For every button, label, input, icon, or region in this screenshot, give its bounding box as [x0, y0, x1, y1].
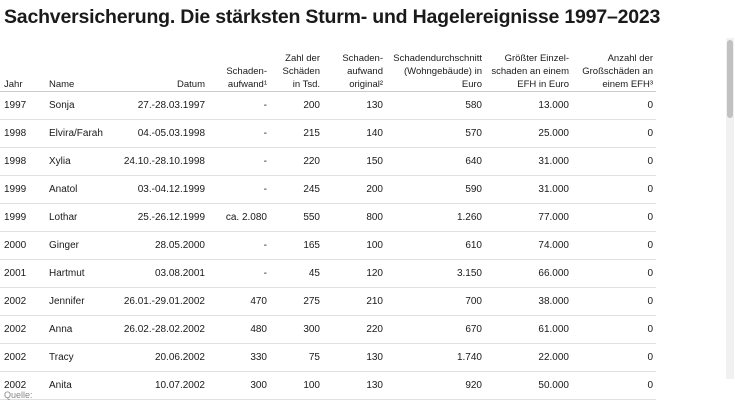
table-cell: [45, 288, 116, 316]
cell-value: 20.06.2002: [154, 351, 205, 363]
column-header[interactable]: [116, 38, 208, 92]
table-cell: [270, 92, 323, 120]
cell-value: 0: [647, 295, 653, 307]
cell-value: 800: [366, 211, 383, 223]
table-cell: [0, 288, 45, 316]
cell-value: 210: [366, 295, 383, 307]
cell-value: 200: [366, 183, 383, 195]
cell-value: Elvira/Farah: [49, 127, 103, 139]
cell-value: 165: [303, 239, 320, 251]
cell-value: 04.-05.03.1998: [137, 127, 205, 139]
cell-value: 100: [366, 239, 383, 251]
table-cell: [485, 260, 572, 288]
cell-value: 03.-04.12.1999: [137, 183, 205, 195]
table-cell: [485, 288, 572, 316]
cell-value: 580: [465, 99, 482, 111]
table-cell: [323, 316, 386, 344]
cell-value: 38.000: [538, 295, 569, 307]
table-cell: [485, 92, 572, 120]
cell-value: 0: [647, 183, 653, 195]
table-cell: [270, 148, 323, 176]
cell-value: 22.000: [538, 351, 569, 363]
table-cell: [0, 120, 45, 148]
table-cell: [208, 148, 270, 176]
table-cell: [0, 176, 45, 204]
table-cell: [208, 204, 270, 232]
table-cell: [386, 232, 485, 260]
cell-value: 25.000: [538, 127, 569, 139]
table-cell: [485, 176, 572, 204]
cell-value: 66.000: [538, 267, 569, 279]
table-cell: [386, 92, 485, 120]
table-cell: [572, 288, 656, 316]
column-header-label: Schadendurchschnitt (Wohngebäude) in Euro: [393, 53, 482, 90]
table-cell: [323, 148, 386, 176]
cell-value: Lothar: [49, 211, 78, 223]
data-table: [0, 38, 656, 400]
cell-value: 330: [250, 351, 267, 363]
table-cell: [208, 316, 270, 344]
table-row: [0, 148, 656, 176]
table-cell: [323, 232, 386, 260]
cell-value: 1997: [4, 99, 27, 111]
table-cell: [485, 148, 572, 176]
table-cell: [572, 344, 656, 372]
table-cell: [572, 372, 656, 400]
table-viewport[interactable]: [0, 38, 725, 391]
table-cell: [45, 176, 116, 204]
cell-value: 220: [366, 323, 383, 335]
table-body: [0, 92, 656, 400]
table-cell: [208, 92, 270, 120]
table-cell: [270, 372, 323, 400]
cell-value: 0: [647, 239, 653, 251]
cell-value: 2002: [4, 379, 27, 391]
scrollbar-thumb[interactable]: [727, 40, 733, 118]
table-row: [0, 260, 656, 288]
cell-value: 220: [303, 155, 320, 167]
column-header-label: Größter Einzel-schaden an einem EFH in Euro: [491, 53, 569, 90]
table-cell: [0, 344, 45, 372]
cell-value: -: [263, 239, 267, 251]
vertical-scrollbar[interactable]: [726, 38, 734, 379]
table-cell: [386, 372, 485, 400]
cell-value: ca. 2.080: [225, 211, 267, 223]
table-cell: [0, 92, 45, 120]
cell-value: 130: [366, 351, 383, 363]
cell-value: 1.260: [456, 211, 482, 223]
table-cell: [485, 204, 572, 232]
cell-value: 130: [366, 99, 383, 111]
table-cell: [323, 260, 386, 288]
table-cell: [116, 204, 208, 232]
table-cell: [572, 204, 656, 232]
cell-value: 470: [250, 295, 267, 307]
table-cell: [116, 316, 208, 344]
table-cell: [116, 148, 208, 176]
cell-value: Anna: [49, 323, 73, 335]
table-cell: [208, 288, 270, 316]
cell-value: 100: [303, 379, 320, 391]
cell-value: 2002: [4, 323, 27, 335]
cell-value: -: [263, 99, 267, 111]
table-cell: [386, 344, 485, 372]
cell-value: -: [263, 267, 267, 279]
cell-value: Hartmut: [49, 267, 85, 279]
table-cell: [45, 372, 116, 400]
table-cell: [270, 176, 323, 204]
column-header[interactable]: [386, 38, 485, 92]
cell-value: 0: [647, 379, 653, 391]
cell-value: 670: [465, 323, 482, 335]
cell-value: 245: [303, 183, 320, 195]
cell-value: 480: [250, 323, 267, 335]
table-cell: [572, 92, 656, 120]
table-cell: [386, 288, 485, 316]
column-header-label: Anzahl der Großschäden an einem EFH³: [582, 53, 653, 90]
column-header-label: Jahr: [4, 79, 23, 90]
cell-value: 1999: [4, 183, 27, 195]
table-cell: [45, 260, 116, 288]
cell-value: Anatol: [49, 183, 78, 195]
column-header[interactable]: [45, 38, 116, 92]
table-cell: [323, 372, 386, 400]
column-header[interactable]: [208, 38, 270, 92]
table-cell: [0, 204, 45, 232]
table-cell: [572, 316, 656, 344]
column-header-label: Schaden-aufwand original²: [342, 53, 383, 90]
cell-value: 1998: [4, 127, 27, 139]
cell-value: 10.07.2002: [154, 379, 205, 391]
table-cell: [45, 316, 116, 344]
table-cell: [485, 232, 572, 260]
cell-value: 130: [366, 379, 383, 391]
table-cell: [572, 148, 656, 176]
table-cell: [208, 120, 270, 148]
table-cell: [572, 120, 656, 148]
table-cell: [116, 92, 208, 120]
table-cell: [0, 260, 45, 288]
page-title: Sachversicherung. Die stärksten Sturm- und Hagelereignisse 1997–2023: [4, 6, 661, 28]
table-cell: [116, 288, 208, 316]
table-cell: [270, 316, 323, 344]
table-cell: [116, 372, 208, 400]
cell-value: 1.740: [456, 351, 482, 363]
table-cell: [386, 316, 485, 344]
cell-value: 25.-26.12.1999: [137, 211, 205, 223]
table-row: [0, 316, 656, 344]
table-cell: [323, 92, 386, 120]
cell-value: -: [263, 127, 267, 139]
column-header-label: Schaden-aufwand¹: [226, 66, 267, 90]
table-row: [0, 120, 656, 148]
table-cell: [323, 120, 386, 148]
cell-value: Anita: [49, 379, 72, 391]
table-row: [0, 344, 656, 372]
table-cell: [45, 232, 116, 260]
table-cell: [45, 344, 116, 372]
cell-value: -: [263, 183, 267, 195]
cell-value: 0: [647, 99, 653, 111]
table-cell: [386, 260, 485, 288]
cell-value: 0: [647, 323, 653, 335]
table-header: [0, 38, 656, 92]
cell-value: 150: [366, 155, 383, 167]
table-cell: [0, 148, 45, 176]
table-cell: [45, 120, 116, 148]
column-header[interactable]: [323, 38, 386, 92]
table-cell: [270, 232, 323, 260]
cell-value: 590: [465, 183, 482, 195]
cell-value: 920: [465, 379, 482, 391]
table-cell: [0, 232, 45, 260]
table-cell: [323, 288, 386, 316]
cell-value: Xylia: [49, 155, 71, 167]
cell-value: 03.08.2001: [154, 267, 205, 279]
header-row: [0, 38, 656, 92]
table-row: [0, 204, 656, 232]
table-cell: [572, 176, 656, 204]
table-cell: [485, 372, 572, 400]
column-header[interactable]: [0, 38, 45, 92]
table-cell: [116, 120, 208, 148]
cell-value: 24.10.-28.10.1998: [123, 155, 205, 167]
column-header[interactable]: [485, 38, 572, 92]
table-cell: [116, 232, 208, 260]
cell-value: 570: [465, 127, 482, 139]
cell-value: 3.150: [456, 267, 482, 279]
cell-value: 300: [303, 323, 320, 335]
cell-value: 2002: [4, 295, 27, 307]
table-row: [0, 92, 656, 120]
table-cell: [323, 204, 386, 232]
cell-value: 0: [647, 211, 653, 223]
cell-value: 200: [303, 99, 320, 111]
cell-value: 0: [647, 127, 653, 139]
table-cell: [45, 92, 116, 120]
table-row: [0, 372, 656, 400]
table-cell: [270, 288, 323, 316]
cell-value: 215: [303, 127, 320, 139]
cell-value: 1998: [4, 155, 27, 167]
cell-value: 140: [366, 127, 383, 139]
cell-value: 26.01.-29.01.2002: [123, 295, 205, 307]
cell-value: 300: [250, 379, 267, 391]
cell-value: 640: [465, 155, 482, 167]
cell-value: 31.000: [538, 155, 569, 167]
cell-value: 1999: [4, 211, 27, 223]
cell-value: 275: [303, 295, 320, 307]
table-cell: [270, 260, 323, 288]
cell-value: 120: [366, 267, 383, 279]
cell-value: 2000: [4, 239, 27, 251]
cell-value: 26.02.-28.02.2002: [123, 323, 205, 335]
table-row: [0, 176, 656, 204]
table-cell: [116, 176, 208, 204]
cell-value: Tracy: [49, 351, 74, 363]
cell-value: 31.000: [538, 183, 569, 195]
cell-value: 27.-28.03.1997: [137, 99, 205, 111]
table-cell: [572, 260, 656, 288]
table-cell: [323, 176, 386, 204]
table-cell: [208, 372, 270, 400]
table-cell: [116, 260, 208, 288]
table-cell: [270, 344, 323, 372]
cell-value: 45: [308, 267, 320, 279]
table-cell: [485, 344, 572, 372]
column-header-label: Name: [49, 79, 75, 90]
table-cell: [323, 344, 386, 372]
table-cell: [45, 148, 116, 176]
column-header[interactable]: [270, 38, 323, 92]
table-cell: [208, 176, 270, 204]
cell-value: 50.000: [538, 379, 569, 391]
table-cell: [208, 232, 270, 260]
cell-value: 13.000: [538, 99, 569, 111]
cell-value: 77.000: [538, 211, 569, 223]
table-row: [0, 288, 656, 316]
cell-value: 2001: [4, 267, 27, 279]
column-header-label: Zahl der Schäden in Tsd.: [282, 53, 320, 90]
cell-value: -: [263, 155, 267, 167]
cell-value: 2002: [4, 351, 27, 363]
table-cell: [0, 316, 45, 344]
cell-value: Jennifer: [49, 295, 85, 307]
column-header[interactable]: [572, 38, 656, 92]
table-cell: [386, 204, 485, 232]
cell-value: 0: [647, 155, 653, 167]
table-cell: [270, 120, 323, 148]
table-cell: [485, 120, 572, 148]
cell-value: 75: [308, 351, 320, 363]
table-cell: [208, 260, 270, 288]
source-label: Quelle:: [4, 390, 33, 400]
table-cell: [485, 316, 572, 344]
table-cell: [386, 148, 485, 176]
cell-value: 0: [647, 351, 653, 363]
cell-value: 0: [647, 267, 653, 279]
cell-value: 74.000: [538, 239, 569, 251]
cell-value: Ginger: [49, 239, 80, 251]
table-cell: [386, 120, 485, 148]
table-cell: [386, 176, 485, 204]
cell-value: 28.05.2000: [154, 239, 205, 251]
cell-value: Sonja: [49, 99, 75, 111]
table-cell: [572, 232, 656, 260]
cell-value: 61.000: [538, 323, 569, 335]
table-cell: [45, 204, 116, 232]
cell-value: 610: [465, 239, 482, 251]
table-cell: [116, 344, 208, 372]
cell-value: 550: [303, 211, 320, 223]
table-cell: [208, 344, 270, 372]
column-header-label: Datum: [177, 79, 205, 90]
cell-value: 700: [465, 295, 482, 307]
table-row: [0, 232, 656, 260]
table-cell: [270, 204, 323, 232]
